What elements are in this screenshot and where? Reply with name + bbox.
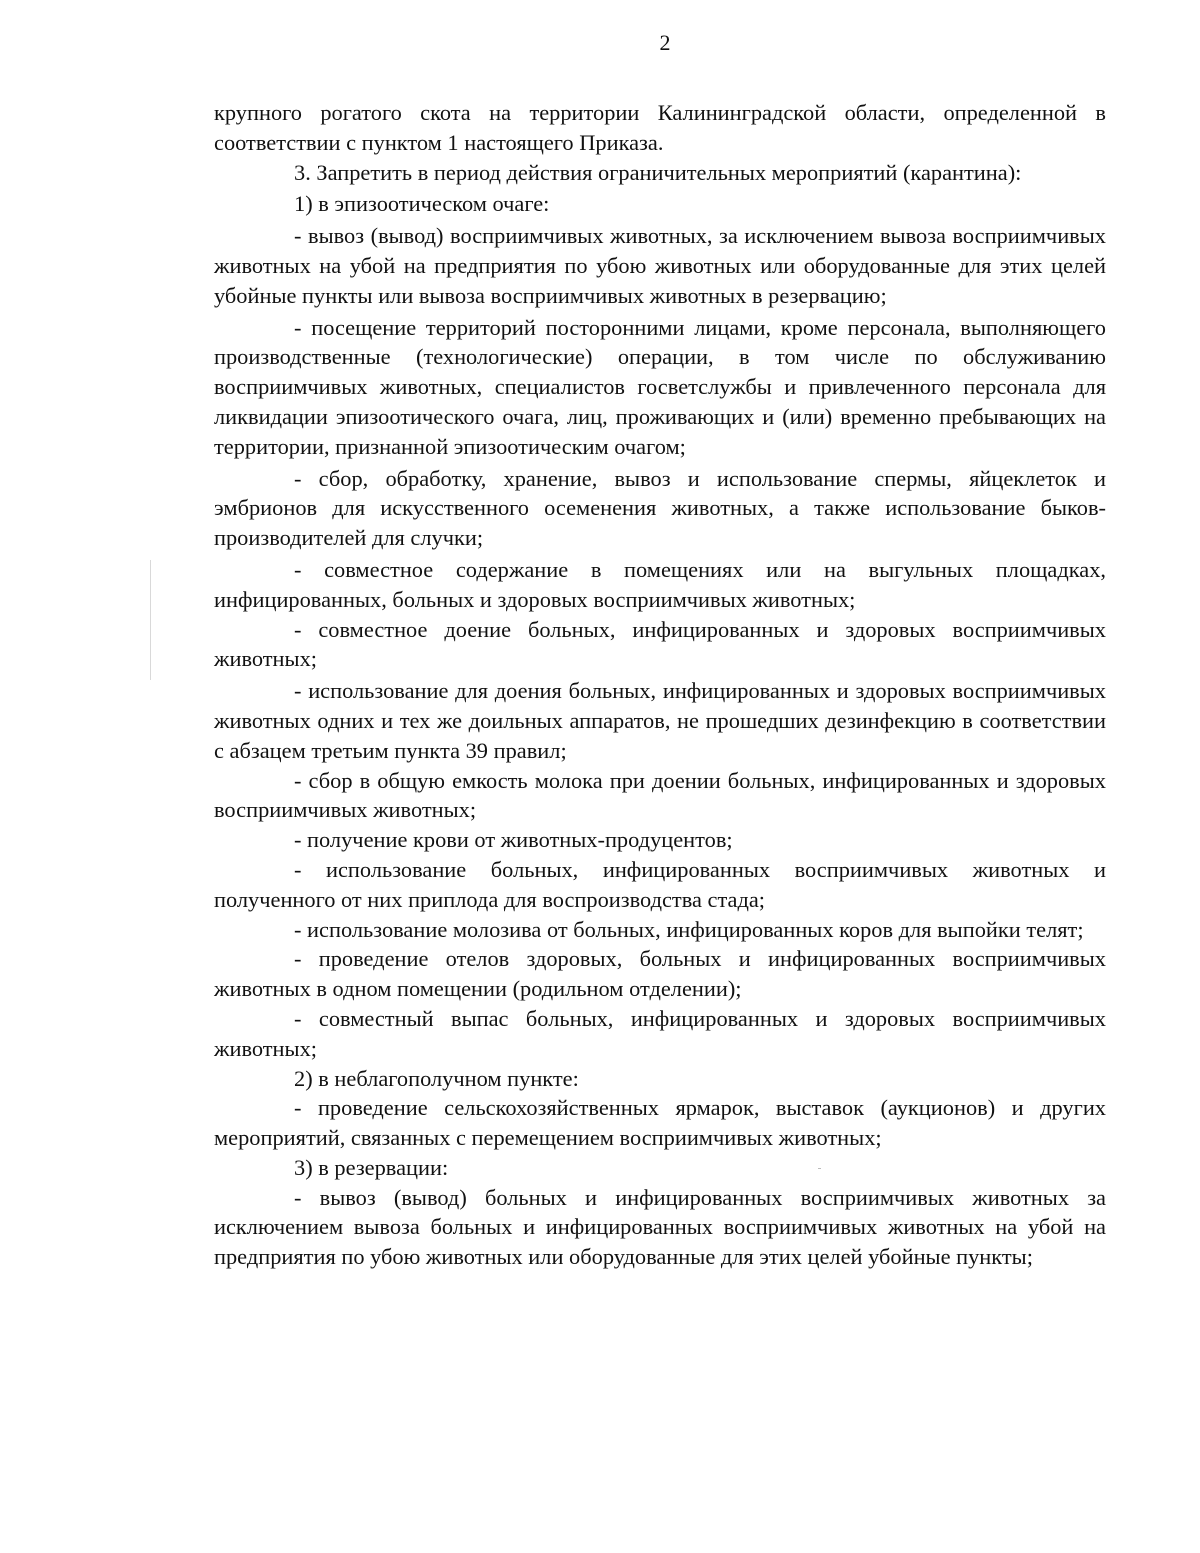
paragraph-bullet: - совместное содержание в помещениях или на выгульных площадках, инфицированных, больных и здоровых восприимчивых животных;: [214, 556, 1106, 612]
paragraph-subitem-3: 3) в резервации:: [294, 1154, 449, 1180]
paragraph-bullet: - использование больных, инфицированных восприимчивых животных и полученного от них приплода для воспроизводства стада;: [214, 856, 1106, 912]
page-number: 2: [659, 30, 671, 55]
paragraph-bullet: - сбор, обработку, хранение, вывоз и использование спермы, яйцеклеток и эмбрионов для искусственного осеменения животных, а также использование быков-производителей для случки;: [214, 465, 1106, 551]
paragraph-bullet: - совместный выпас больных, инфицированных и здоровых восприимчивых животных;: [214, 1005, 1106, 1061]
paragraph-bullet: - использование для доения больных, инфицированных и здоровых восприимчивых животных одних и тех же доильных аппаратов, не прошедших дезинфекцию в соответствии с абзацем третьим пункта 39 правил;: [214, 678, 1106, 763]
paragraph-bullet: - посещение территорий посторонними лицами, кроме персонала, выполняющего производственные (технологические) операции, в том числе по обслуживанию восприимчивых животных, специалистов госветслужбы и привлеченного персонала для ликвидации эпизоотического очага, лиц, проживающих и (или) временно пребывающих на территории, признанной эпизоотическим очагом;: [214, 314, 1106, 459]
paragraph-bullet: - вывоз (вывод) больных и инфицированных восприимчивых животных за исключением вывоза больных и инфицированных восприимчивых животных на убой на предприятия по убою животных или оборудованные для этих целей убойные пункты;: [214, 1184, 1106, 1270]
paragraph-bullet: - получение крови от животных-продуцентов;: [294, 827, 733, 853]
scan-artifact-dot: [818, 1168, 821, 1169]
paragraph-bullet: - сбор в общую емкость молока при доении больных, инфицированных и здоровых восприимчивых животных;: [214, 767, 1106, 823]
scan-artifact-line: [150, 560, 151, 680]
paragraph-bullet: - совместное доение больных, инфицированных и здоровых восприимчивых животных;: [214, 616, 1106, 672]
paragraph-subitem-2: 2) в неблагополучном пункте:: [294, 1065, 579, 1091]
paragraph-bullet: - использование молозива от больных, инфицированных коров для выпойки телят;: [294, 916, 1084, 942]
paragraph-continuation: крупного рогатого скота на территории Калининградской области, определенной в соответствии с пунктом 1 настоящего Приказа.: [214, 100, 1106, 155]
paragraph-bullet: - вывоз (вывод) восприимчивых животных, за исключением вывоза восприимчивых животных на убой на предприятия по убою животных или оборудованные для этих целей убойные пункты или вывоза восприимчивых животных в резервацию;: [214, 223, 1106, 308]
paragraph-bullet: - проведение отелов здоровых, больных и инфицированных восприимчивых животных в одном помещении (родильном отделении);: [214, 946, 1106, 1002]
document-body: [214, 98, 1106, 1272]
paragraph-bullet: - проведение сельскохозяйственных ярмарок, выставок (аукционов) и других мероприятий, связанных с перемещением восприимчивых животных;: [214, 1095, 1106, 1151]
paragraph-item-3: 3. Запретить в период действия ограничительных мероприятий (карантина):: [294, 159, 1022, 185]
paragraph-subitem-1: 1) в эпизоотическом очаге:: [294, 191, 550, 217]
